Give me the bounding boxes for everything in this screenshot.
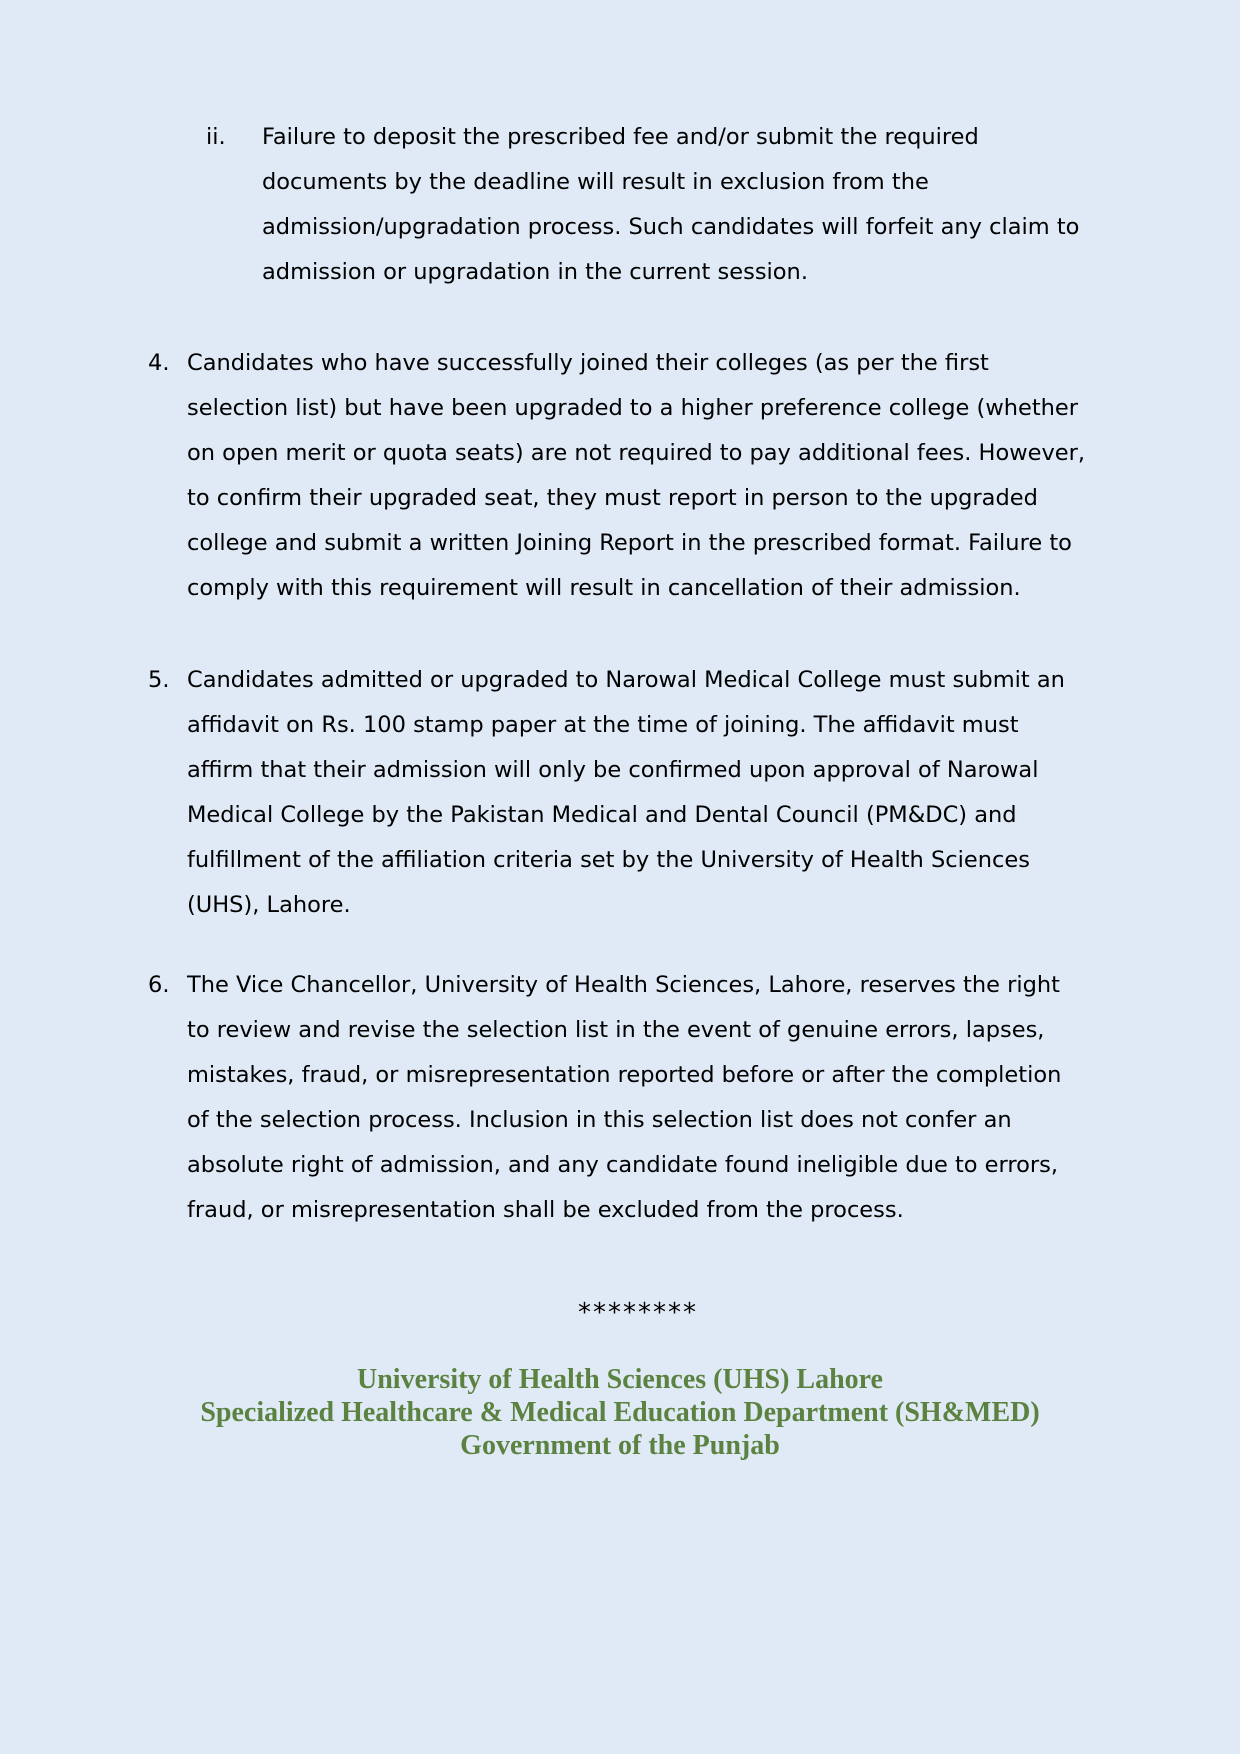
list-item-text: Candidates who have successfully joined their colleges (as per the first selection list) but have been upgraded to a higher preference college (whether on open merit or quota seats) are not required to pay additional fees. However, to confirm their upgraded seat, they must report in person to the upgraded college and submit a written Joining Report in the prescribed format. Failure to comply with this requirement will result in cancellation of their admission. [187,350,1086,601]
list-item-5 [148,658,1086,928]
list-marker: 4. [148,350,170,376]
list-item-text: Failure to deposit the prescribed fee and/or submit the required documents by the deadline will result in exclusion from the admission/upgradation process. Such candidates will forfeit any claim to admission or upgradation in the current session. [262,124,1080,285]
footer-line-department: Specialized Healthcare & Medical Education Department (SH&MED) [200,1397,1040,1428]
footer-line-government: Government of the Punjab [460,1430,780,1461]
list-marker: 6. [148,972,170,998]
list-marker: 5. [148,667,170,693]
list-item-4 [148,341,1086,611]
footer-signature-block [0,1363,1240,1462]
list-item-ii [206,115,1086,295]
section-separator: ******** [578,1298,698,1328]
footer-line-university: University of Health Sciences (UHS) Lahore [357,1364,883,1395]
list-item-text: Candidates admitted or upgraded to Narowal Medical College must submit an affidavit on Rs. 100 stamp paper at the time of joining. The affidavit must affirm that their admission will only be confirmed upon approval of Narowal Medical College by the Pakistan Medical and Dental Council (PM&DC) and fulfillment of the affiliation criteria set by the University of Health Sciences (UHS), Lahore. [187,667,1065,918]
list-marker: ii. [206,124,226,150]
list-item-6 [148,963,1086,1233]
list-item-text: The Vice Chancellor, University of Health Sciences, Lahore, reserves the right to review and revise the selection list in the event of genuine errors, lapses, mistakes, fraud, or misrepresentation reported before or after the completion of the selection process. Inclusion in this selection list does not confer an absolute right of admission, and any candidate found ineligible due to errors, fraud, or misrepresentation shall be excluded from the process. [187,972,1062,1223]
